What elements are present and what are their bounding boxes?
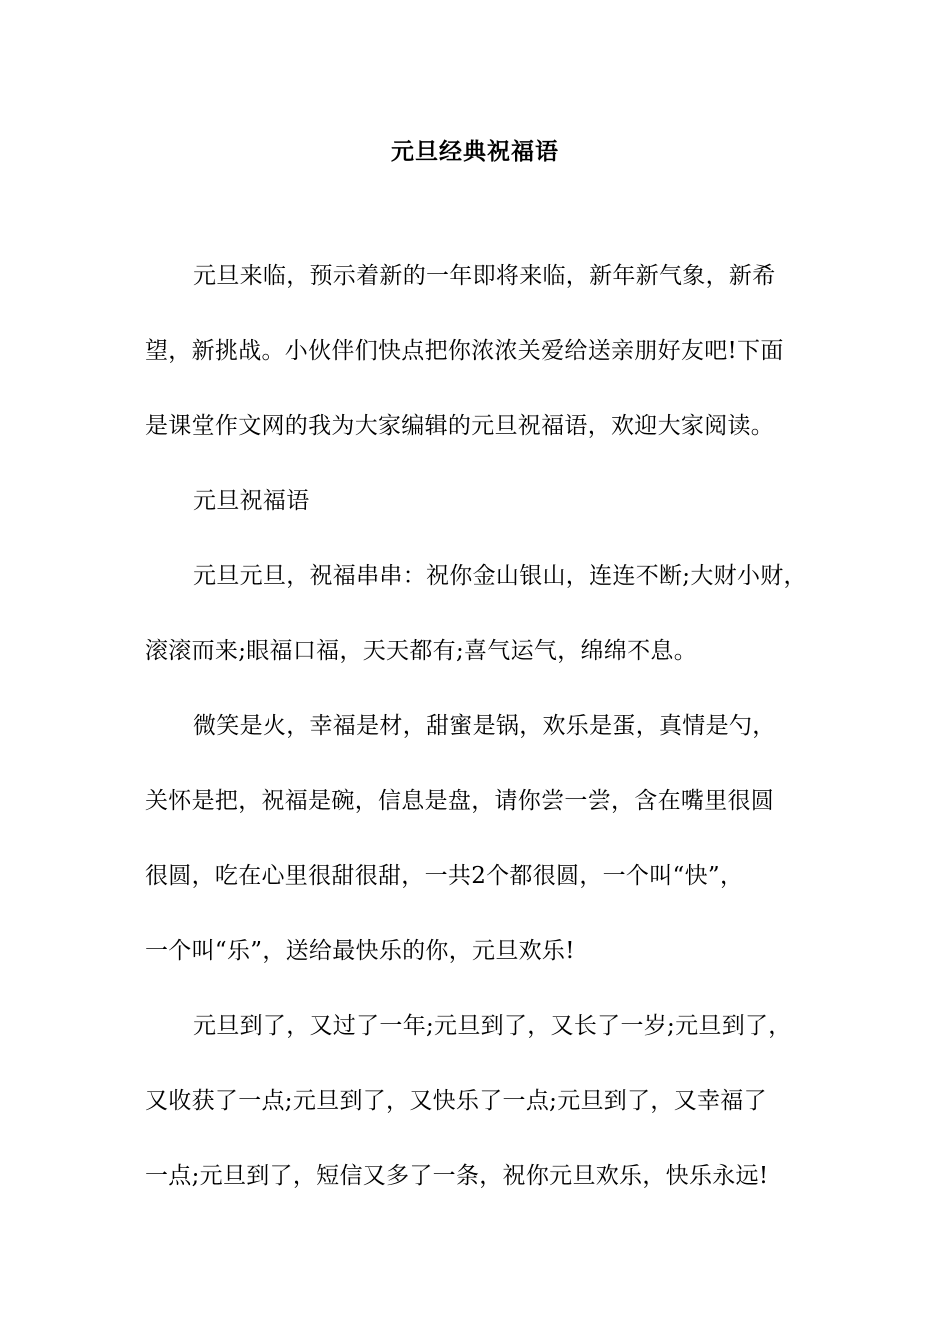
section-heading: 元旦祝福语 (193, 488, 310, 514)
document-title: 元旦经典祝福语 (391, 138, 559, 165)
paragraph-line: 一个叫“乐”，送给最快乐的你，元旦欢乐! (145, 938, 575, 964)
paragraph-line: 关怀是把，祝福是碗，信息是盘，请你尝一尝，含在嘴里很圆 (145, 788, 775, 814)
paragraph-line: 又收获了一点;元旦到了，又快乐了一点;元旦到了，又幸福了 (145, 1088, 767, 1114)
paragraph-line: 元旦到了，又过了一年;元旦到了，又长了一岁;元旦到了， (193, 1013, 792, 1039)
paragraph-line: 很圆，吃在心里很甜很甜，一共2个都很圆，一个叫“快”， (145, 863, 744, 889)
paragraph-line: 微笑是火，幸福是材，甜蜜是锅，欢乐是蛋，真情是勺， (193, 713, 776, 739)
paragraph-line: 一点;元旦到了，短信又多了一条，祝你元旦欢乐，快乐永远! (145, 1163, 769, 1189)
paragraph-line: 是课堂作文网的我为大家编辑的元旦祝福语，欢迎大家阅读。 (145, 413, 775, 439)
paragraph-line: 元旦元旦，祝福串串：祝你金山银山，连连不断;大财小财， (193, 563, 807, 589)
paragraph-line: 元旦来临，预示着新的一年即将来临，新年新气象，新希 (193, 263, 776, 289)
paragraph-line: 望，新挑战。小伙伴们快点把你浓浓关爱给送亲朋好友吧!下面 (145, 338, 784, 364)
paragraph-line: 滚滚而来;眼福口福，天天都有;喜气运气，绵绵不息。 (145, 638, 697, 664)
